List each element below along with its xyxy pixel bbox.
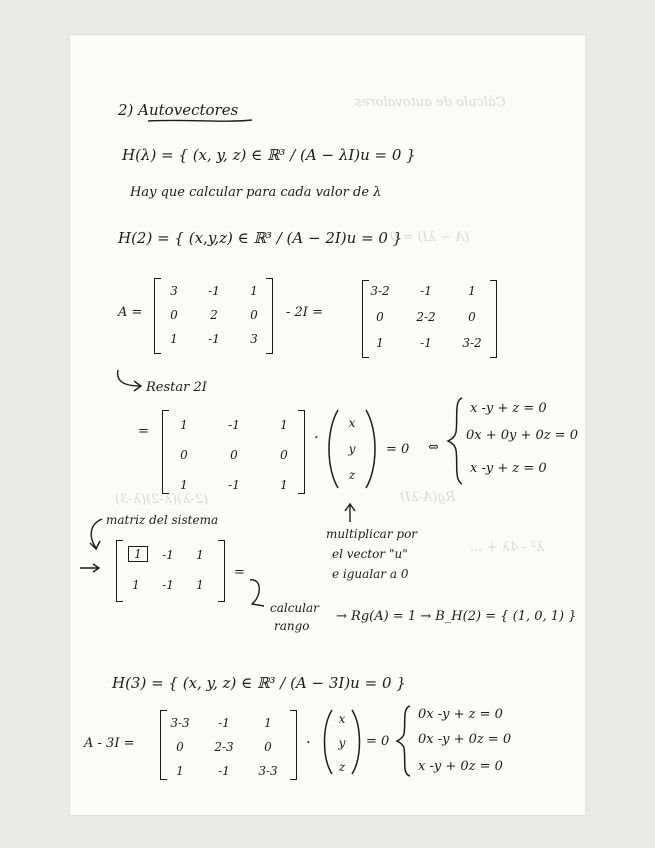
rank-result: → Rg(A) = 1 → B_H(2) = { (1, 0, 1) } (336, 609, 577, 624)
matrix-cell: 1 (250, 284, 258, 298)
matrix-cell: 1 (128, 546, 148, 562)
h3-equation-3: x -y + 0z = 0 (418, 759, 503, 774)
eigenspace-definition: H(λ) = { (x, y, z) ∈ ℝ³ / (A − λI)u = 0 } (122, 146, 416, 164)
multiply-note-2: el vector "u" (332, 547, 408, 561)
vector-component: x (338, 712, 346, 726)
matrix-cell: -1 (162, 548, 174, 562)
restar-note: Restar 2I (146, 380, 207, 395)
matrix-a-label: A = (118, 305, 143, 320)
matrix-cell: -1 (208, 284, 220, 298)
system-equation-2: 0x + 0y + 0z = 0 (466, 428, 579, 443)
h3-dot-operator: · (306, 733, 311, 751)
matrix-cell: 1 (196, 548, 204, 562)
matrix-cell: 1 (196, 578, 204, 592)
matrix-cell: 1 (376, 336, 384, 350)
matrix-cell: 0 (376, 310, 384, 324)
matrix-cell: 0 (170, 308, 178, 322)
matrix-cell: 2 (210, 308, 218, 322)
matrix-cell: -1 (218, 764, 230, 778)
system-equation-3: x -y + z = 0 (470, 461, 547, 476)
equivalence-sign: ⇔ (428, 440, 439, 455)
matrix-cell: 0 (250, 308, 258, 322)
reduced-equals: = (234, 565, 245, 580)
matrix-cell: 2-2 (416, 310, 436, 324)
minus-2i-label: - 2I = (286, 305, 323, 320)
matrix-cell: 0 (176, 740, 184, 754)
matrix-cell: -1 (228, 418, 240, 432)
matrix-cell: 1 (132, 578, 140, 592)
matrix-cell: 3 (170, 284, 178, 298)
matrix-cell: -1 (420, 336, 432, 350)
bleed-through-text: Cálculo de autovalores (355, 95, 506, 110)
matrix-cell: 0 (180, 448, 188, 462)
matrix-cell: 0 (264, 740, 272, 754)
calcular-label: calcular (270, 601, 319, 615)
h3-equation-1: 0x -y + z = 0 (418, 707, 503, 722)
matrix-cell: -1 (228, 478, 240, 492)
matrix-cell: 1 (280, 418, 288, 432)
equals-sign: = (138, 424, 149, 439)
multiply-note-3: e igualar a 0 (332, 567, 409, 581)
matrix-cell: -1 (162, 578, 174, 592)
matrix-cell: 1 (176, 764, 184, 778)
equals-zero: = 0 (386, 442, 410, 457)
h3-equals-zero: = 0 (366, 734, 390, 749)
matrix-cell: -1 (208, 332, 220, 346)
matrix-cell: 0 (230, 448, 238, 462)
matrix-cell: 1 (280, 478, 288, 492)
h2-definition: H(2) = { (x,y,z) ∈ ℝ³ / (A − 2I)u = 0 } (118, 229, 403, 247)
matrix-cell: 1 (180, 418, 188, 432)
bleed-through-text: (2-λ)(λ-2)(λ-3) (115, 492, 209, 507)
h3-equation-2: 0x -y + 0z = 0 (418, 732, 512, 747)
matrix-cell: -1 (420, 284, 432, 298)
vector-component: z (338, 760, 346, 774)
matrix-cell: 3 (250, 332, 258, 346)
matrix-cell: 1 (180, 478, 188, 492)
matrix-cell: -1 (218, 716, 230, 730)
matrix-cell: 0 (468, 310, 476, 324)
bleed-through-text: Rg(A-λI) (400, 490, 456, 505)
matrix-cell: 3-2 (370, 284, 390, 298)
matrix-cell: 3-3 (170, 716, 190, 730)
matrix-cell: 0 (280, 448, 288, 462)
vector-component: x (348, 416, 356, 430)
rango-label: rango (274, 619, 310, 633)
vector-component: y (338, 736, 346, 750)
bleed-through-text: λ² - 4λ + ... (470, 540, 545, 555)
h3-definition: H(3) = { (x, y, z) ∈ ℝ³ / (A − 3I)u = 0 } (112, 674, 406, 692)
multiply-note-1: multiplicar por (326, 527, 418, 541)
vector-component: z (348, 468, 356, 482)
a-minus-3i-label: A - 3I = (84, 736, 135, 751)
vector-component: y (348, 442, 356, 456)
matrix-cell: 3-2 (462, 336, 482, 350)
matrix-cell: 2-3 (214, 740, 234, 754)
section-heading: 2) Autovectores (118, 101, 239, 119)
system-matrix-label: matriz del sistema (106, 513, 219, 527)
matrix-cell: 1 (468, 284, 476, 298)
matrix-cell: 1 (264, 716, 272, 730)
matrix-cell: 1 (170, 332, 178, 346)
matrix-cell: 3-3 (258, 764, 278, 778)
instruction-text: Hay que calcular para cada valor de λ (130, 185, 382, 200)
bleed-through-text: (A − λI) = 0 (390, 230, 470, 245)
system-equation-1: x -y + z = 0 (470, 401, 547, 416)
dot-operator: · (314, 428, 319, 446)
